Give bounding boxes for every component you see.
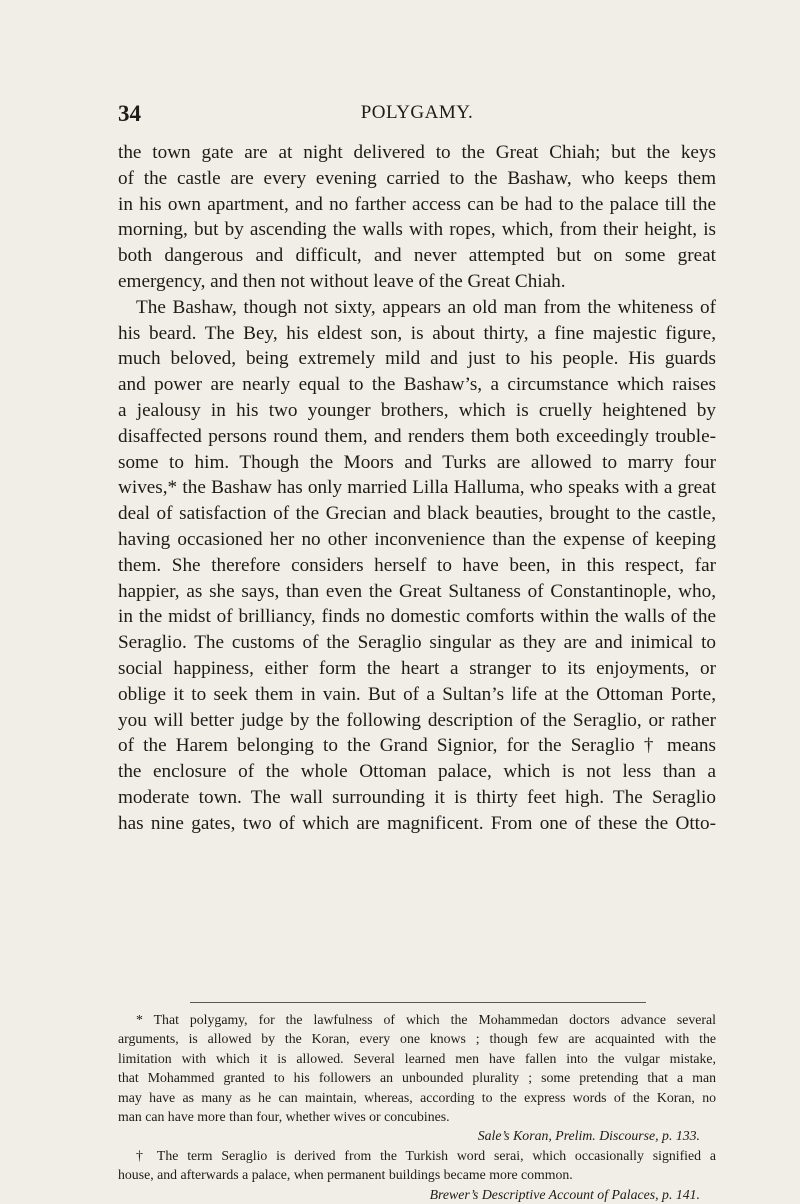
body-text [118,140,716,837]
footnote-line: house, and afterwards a palace, when permanent buildings became more common. [118,1167,573,1183]
footnote-line: † The term Seraglio is derived from the Turkish word serai, which occasionally signified a [136,1147,716,1163]
text-line: of the Harem belonging to the Grand Signior, for the Seraglio † means [118,735,716,757]
text-line: his beard. The Bey, his eldest son, is about thirty, a fine majestic figure, [118,322,716,344]
text-line: both dangerous and difficult, and never attempted but on some great [118,245,716,267]
text-line: of the castle are every evening carried to the Bashaw, who keeps them [118,167,716,189]
footnote-rule [190,1002,646,1003]
footnote-line: may have as many as he can maintain, whereas, according to the express words of the Koran, no [118,1089,716,1105]
text-line: having occasioned her no other inconvenience than the expense of keeping [118,528,716,550]
text-line: you will better judge by the following description of the Seraglio, or rather [118,709,716,731]
text-line: emergency, and then not without leave of the Great Chiah. [118,270,566,292]
text-line: happier, as she says, than even the Great Sultaness of Constantinople, who, [118,580,716,602]
running-head: POLYGAMY. [360,102,474,123]
footnote-citation: Brewer’s Descriptive Account of Palaces, p. 141. [429,1186,700,1202]
footnote-citation: Sale’s Koran, Prelim. Discourse, p. 133. [477,1128,700,1144]
page-header [118,101,716,131]
text-line: moderate town. The wall surrounding it is thirty feet high. The Seraglio [118,786,716,808]
text-line: and power are nearly equal to the Bashaw’s, a circumstance which raises [118,374,716,396]
text-line: morning, but by ascending the walls with ropes, which, from their height, is [118,219,716,241]
text-line: oblige it to seek them in vain. But of a Sultan’s life at the Ottoman Porte, [118,683,716,705]
text-line: in the midst of brilliancy, finds no domestic comforts within the walls of the [118,606,716,628]
footnote-line: that Mohammed granted to his followers an unbounded plurality ; some pretending that a man [118,1070,716,1086]
text-line: social happiness, either form the heart a stranger to its enjoyments, or [118,657,716,679]
text-line: deal of satisfaction of the Grecian and black beauties, brought to the castle, [118,503,716,525]
text-line: some to him. Though the Moors and Turks are allowed to marry four [118,451,716,473]
text-line: The Bashaw, though not sixty, appears an old man from the whiteness of [136,296,716,318]
text-line: wives,* the Bashaw has only married Lilla Halluma, who speaks with a great [118,477,716,499]
text-line: disaffected persons round them, and renders them both exceedingly trouble- [118,425,716,447]
text-line: them. She therefore considers herself to have been, in this respect, far [118,554,716,576]
footnotes [118,1010,716,1204]
text-line: Seraglio. The customs of the Seraglio singular as they are and inimical to [118,632,716,654]
footnote-line: * That polygamy, for the lawfulness of which the Mohammedan doctors advance several [136,1012,716,1027]
text-line: has nine gates, two of which are magnificent. From one of these the Otto- [118,812,716,834]
text-line: a jealousy in his two younger brothers, which is cruelly heightened by [118,399,716,421]
footnote-line: limitation with which it is allowed. Several learned men have fallen into the vulgar mistake, [118,1050,716,1066]
text-line: the town gate are at night delivered to the Great Chiah; but the keys [118,142,716,163]
footnote-line: arguments, is allowed by the Koran, every one knows ; though few are acquainted with the [118,1031,716,1047]
text-line: in his own apartment, and no farther access can be had to the palace till the [118,193,716,215]
footnote-line: man can have more than four, whether wives or concubines. [118,1108,450,1124]
page-number: 34 [118,101,141,126]
text-line: the enclosure of the whole Ottoman palace, which is not less than a [118,761,716,783]
text-line: much beloved, being extremely mild and just to his people. His guards [118,348,716,370]
